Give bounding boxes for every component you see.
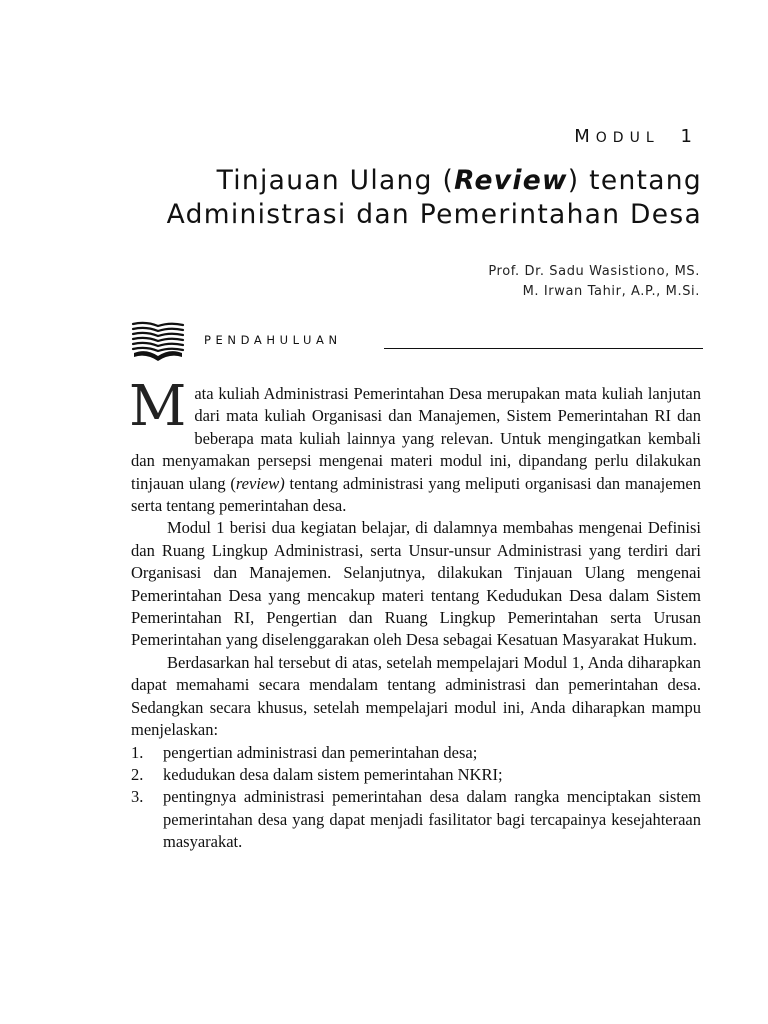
paragraph-1-pre: ata kuliah Administrasi Pemerintahan Desa merupakan mata kuliah lanjutan dari mata kuliah Organisasi dan Manajemen, Sistem Pemerintahan RI dan beberapa mata kuliah lainnya yang relevan. Untuk mengingatkan kembali dan menyamakan persepsi mengenai materi modul ini, dipandang perlu dilakukan tinjauan ulang ( bbox=[131, 384, 701, 493]
author-1: Prof. Dr. Sadu Wasistiono, MS. bbox=[488, 264, 700, 279]
title-review-emphasis: Review bbox=[454, 165, 568, 196]
list-item-number: 2. bbox=[131, 764, 144, 784]
module-label-rest: ODUL bbox=[595, 130, 660, 146]
list-item-number: 3. bbox=[131, 787, 144, 807]
author-2: M. Irwan Tahir, A.P., M.Si. bbox=[522, 284, 700, 299]
list-item bbox=[131, 786, 701, 853]
section-rule bbox=[384, 348, 703, 349]
paragraph-2: Modul 1 berisi dua kegiatan belajar, di dalamnya membahas mengenai Definisi dan Ruang Lingkup Administrasi, serta Unsur-unsur Administrasi yang terdiri dari Organisasi dan Manajemen. Selanjutnya, dilakukan Tinjauan Ulang mengenai Pemerintahan Desa yang mencakup materi tentang Kedudukan Desa dalam Sistem Pemerintahan RI, Pengertian dan Ruang Lingkup Pemerintahan serta Urusan Pemerintahan yang diselenggarakan oleh Desa sebagai Kesatuan Masyarakat Hukum. bbox=[131, 518, 701, 650]
section-heading: PENDAHULUAN bbox=[204, 333, 342, 347]
paragraph-1 bbox=[129, 374, 701, 517]
paragraph-3: Berdasarkan hal tersebut di atas, setelah mempelajari Modul 1, Anda diharapkan dapat memahami secara mendalam tentang administrasi dan pemerintahan desa. Sedangkan secara khusus, setelah mempelajari modul ini, Anda diharapkan mampu menjelaskan: bbox=[131, 652, 701, 740]
list-item bbox=[131, 742, 701, 764]
body-text bbox=[129, 374, 701, 854]
module-title bbox=[62, 164, 702, 232]
title-line2: Administrasi dan Pemerintahan Desa bbox=[166, 199, 702, 230]
list-item bbox=[131, 764, 701, 786]
module-number: 1 bbox=[680, 126, 698, 147]
list-item-number: 1. bbox=[131, 742, 144, 762]
paragraph-1-emphasis: review) bbox=[235, 473, 285, 493]
list-item-text: pengertian administrasi dan pemerintahan desa; bbox=[163, 742, 478, 762]
list-item-text: kedudukan desa dalam sistem pemerintahan NKRI; bbox=[163, 764, 503, 784]
list-item-text: pentingnya administrasi pemerintahan desa dalam rangka menciptakan sistem pemerintahan desa yang dapat menjadi fasilitator bagi tercapainya kesejahteraan masyarakat. bbox=[163, 787, 701, 852]
objectives-list bbox=[131, 742, 701, 854]
module-label-cap: M bbox=[574, 126, 596, 147]
open-book-icon bbox=[130, 320, 186, 362]
title-line1-pre: Tinjauan Ulang ( bbox=[216, 165, 455, 196]
drop-cap: M bbox=[129, 374, 187, 439]
authors bbox=[200, 262, 700, 302]
paragraph-1-post: tentang administrasi yang meliputi organisasi dan manajemen serta tentang pemerintahan desa. bbox=[131, 473, 701, 516]
module-label bbox=[574, 126, 698, 147]
title-line1-post: ) tentang bbox=[567, 165, 702, 196]
